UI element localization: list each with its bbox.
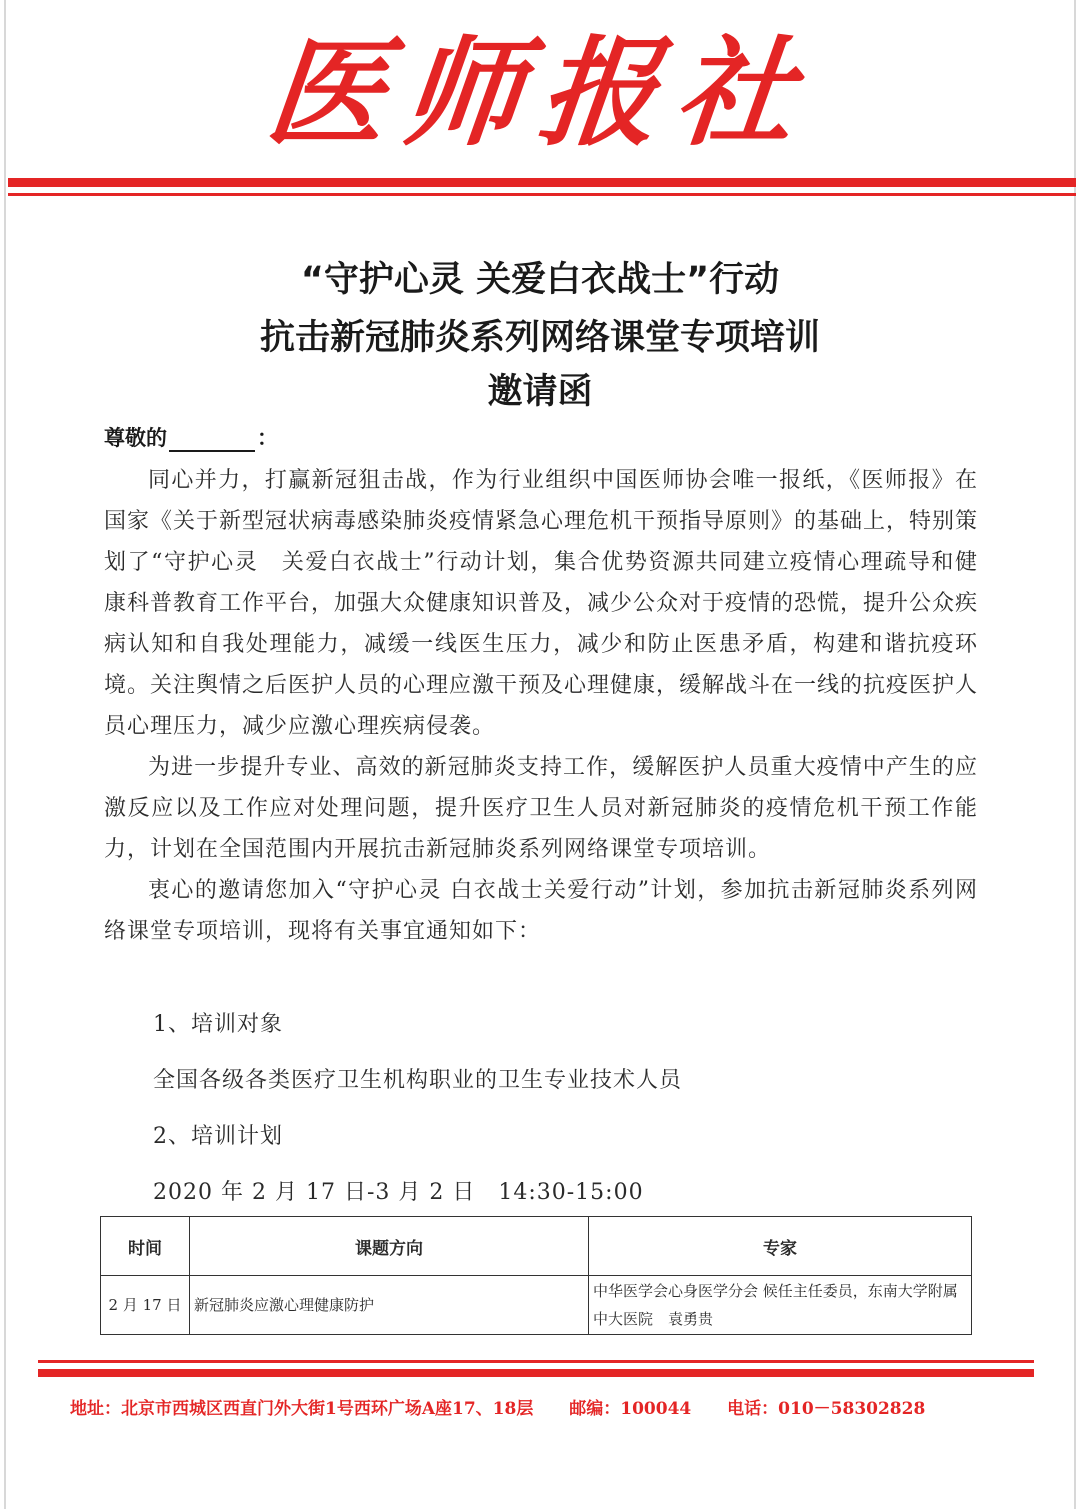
col-header-expert: 专家 xyxy=(589,1217,972,1276)
salutation-blank xyxy=(169,428,255,452)
footer-address: 地址：北京市西城区西直门外大街1号西环广场A座17、18层 xyxy=(70,1399,534,1419)
col-header-topic: 课题方向 xyxy=(190,1217,589,1276)
salutation-suffix: ： xyxy=(257,426,278,450)
section-2-heading: 2、培训计划 xyxy=(153,1124,283,1149)
footer-postcode: 邮编：100044 xyxy=(569,1399,692,1419)
title-line-2: 抗击新冠肺炎系列网络课堂专项培训 xyxy=(259,318,820,358)
table-row xyxy=(101,1276,972,1335)
section-1-text: 全国各级各类医疗卫生机构职业的卫生专业技术人员 xyxy=(153,1068,683,1093)
schedule-table xyxy=(100,1216,972,1335)
paragraph-3: 衷心的邀请您加入“守护心灵 白衣战士关爱行动”计划，参加抗击新冠肺炎系列网络课堂专项培训，现将有关事宜通知如下： xyxy=(104,878,978,944)
salutation-prefix: 尊敬的 xyxy=(104,426,167,450)
salutation xyxy=(104,422,278,452)
title-line-1: “守护心灵 关爱白衣战士”行动 xyxy=(300,260,780,300)
footer-phone: 电话：010－58302828 xyxy=(727,1399,926,1419)
cell-topic: 新冠肺炎应激心理健康防护 xyxy=(190,1276,589,1335)
col-header-time: 时间 xyxy=(101,1217,190,1276)
footer-rule-thin xyxy=(38,1360,1034,1363)
title-line-3: 邀请函 xyxy=(487,372,593,412)
paragraph-1: 同心并力，打赢新冠狙击战，作为行业组织中国医师协会唯一报纸，《医师报》在国家《关于新型冠状病毒感染肺炎疫情紧急心理危机干预指导原则》的基础上，特别策划了“守护心灵 关爱白衣战士”行动计划，集合优势资源共同建立疫情心理疏导和健康科普教育工作平台，加强大众健康知识普及，减少公众对于疫情的恐慌，提升公众疾病认知和自我处理能力，减缓一线医生压力，减少和防止医患矛盾，构建和谐抗疫环境。关注舆情之后医护人员的心理应激干预及心理健康，缓解战斗在一线的抗疫医护人员心理压力，减少应激心理疾病侵袭。 xyxy=(104,468,979,739)
header-rule-thick xyxy=(8,178,1076,187)
cell-expert: 中华医学会心身医学分会 候任主任委员，东南大学附属中大医院 袁勇贵 xyxy=(589,1276,972,1335)
table-header-row xyxy=(101,1217,972,1276)
page-border-right xyxy=(1074,0,1076,1509)
cell-time: 2 月 17 日 xyxy=(101,1276,190,1335)
masthead-logo: 医师报社 xyxy=(260,23,820,162)
header-rule-thin xyxy=(8,193,1076,196)
paragraph-2: 为进一步提升专业、高效的新冠肺炎支持工作，缓解医护人员重大疫情中产生的应激反应以及工作应对处理问题，提升医疗卫生人员对新冠肺炎的疫情危机干预工作能力，计划在全国范围内开展抗击新冠肺炎系列网络课堂专项培训。 xyxy=(104,755,978,862)
footer-contact xyxy=(70,1394,1030,1419)
footer-rule-thick xyxy=(38,1369,1034,1377)
section-2-text: 2020 年 2 月 17 日-3 月 2 日 14:30-15:00 xyxy=(153,1180,644,1205)
letter-body xyxy=(104,460,978,952)
section-1-heading: 1、培训对象 xyxy=(153,1012,283,1037)
page-border-left xyxy=(4,0,6,1509)
